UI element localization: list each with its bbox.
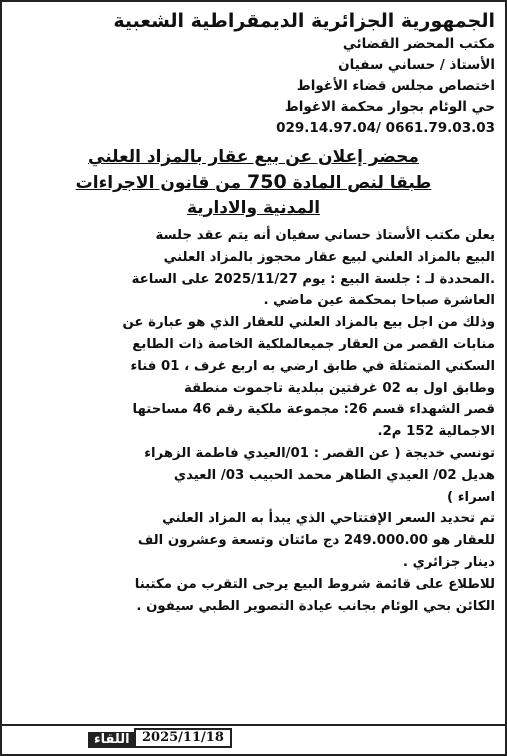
body-line: .المحددة لـ : جلسة البيع : يوم 2025/11/27 على الساعة xyxy=(131,271,495,287)
body-line: قصر الشهداء قسم 26: مجموعة ملكية رقم 46 مساحتها xyxy=(132,402,495,418)
body-line: تونسي خديجة ( عن القصر : 01/العيدي فاطمة الزهراء xyxy=(144,445,495,461)
title-line-2-pre: طبقا لنص المادة xyxy=(292,173,432,193)
office-name: مكتب المحضر القضائي xyxy=(342,36,495,52)
title-line-1: محضر إعلان عن بيع عقار بالمزاد العلني xyxy=(88,147,419,167)
body-line: وطابق اول به 02 غرفتين ببلدية تاجموت منطقة xyxy=(183,380,495,396)
body-line: العاشرة صباحا بمحكمة عين ماضي . xyxy=(263,293,495,309)
body-line: تم تحديد السعر الإفتتاحي الذي يبدأ به المزاد العلني xyxy=(162,511,495,527)
body-line: دينار جزائري . xyxy=(402,554,495,570)
republic-title: الجمهورية الجزائرية الديمقراطية الشعبية xyxy=(113,10,495,32)
body-line: السكني المتمثلة في طابق ارضي به اربع غرف ، 01 فناء xyxy=(130,358,495,374)
article-number: 750 xyxy=(247,171,287,193)
body-line: الكائن بحي الوئام بجانب عيادة التصوير الطبي سيفون . xyxy=(136,598,495,614)
body-line: اسراء ) xyxy=(447,489,495,505)
announcement-title xyxy=(12,145,495,221)
body-line: يعلن مكتب الأستاذ حساني سفيان أنه يتم عقد جلسة xyxy=(155,228,495,243)
body-line: البيع بالمزاد العلني لبيع عقار محجوز بالمزاد العلني xyxy=(163,249,495,265)
jurisdiction: اختصاص مجلس قضاء الأغواط xyxy=(296,78,495,94)
footer xyxy=(2,724,505,754)
body-line: للعقار هو 249.000.00 دج مائتان وتسعة وعشرون الف xyxy=(137,533,495,549)
bailiff-header xyxy=(12,8,495,139)
newspaper-name: اللقاء xyxy=(88,732,136,748)
office-address: حي الوئام بجوار محكمة الاغواط xyxy=(284,99,495,115)
body-line: للاطلاع على قائمة شروط البيع يرجى التقرب من مكتبنا xyxy=(134,576,495,592)
title-line-3: المدنية والادارية xyxy=(186,198,321,218)
bailiff-name: الأستاذ / حساني سفيان xyxy=(338,57,495,73)
body-line: هديل 02/ العيدي الطاهر محمد الحبيب 03/ العيدي xyxy=(173,467,495,483)
body-line: منابات القصر من العقار جميعالملكية الخاصة ذات الطابع xyxy=(132,336,495,352)
announcement-body xyxy=(12,225,495,617)
phone-numbers: 029.14.97.04/ 0661.79.03.03 xyxy=(276,120,495,136)
title-line-2-post: من قانون الاجراءات xyxy=(75,173,242,193)
title-line-2 xyxy=(12,170,495,196)
body-line: الاجمالية 152 م2. xyxy=(377,424,495,440)
publication-date: 2025/11/18 xyxy=(134,728,232,748)
body-line: وذلك من اجل بيع بالمزاد العلني للعقار الذي هو عبارة عن xyxy=(122,315,495,331)
